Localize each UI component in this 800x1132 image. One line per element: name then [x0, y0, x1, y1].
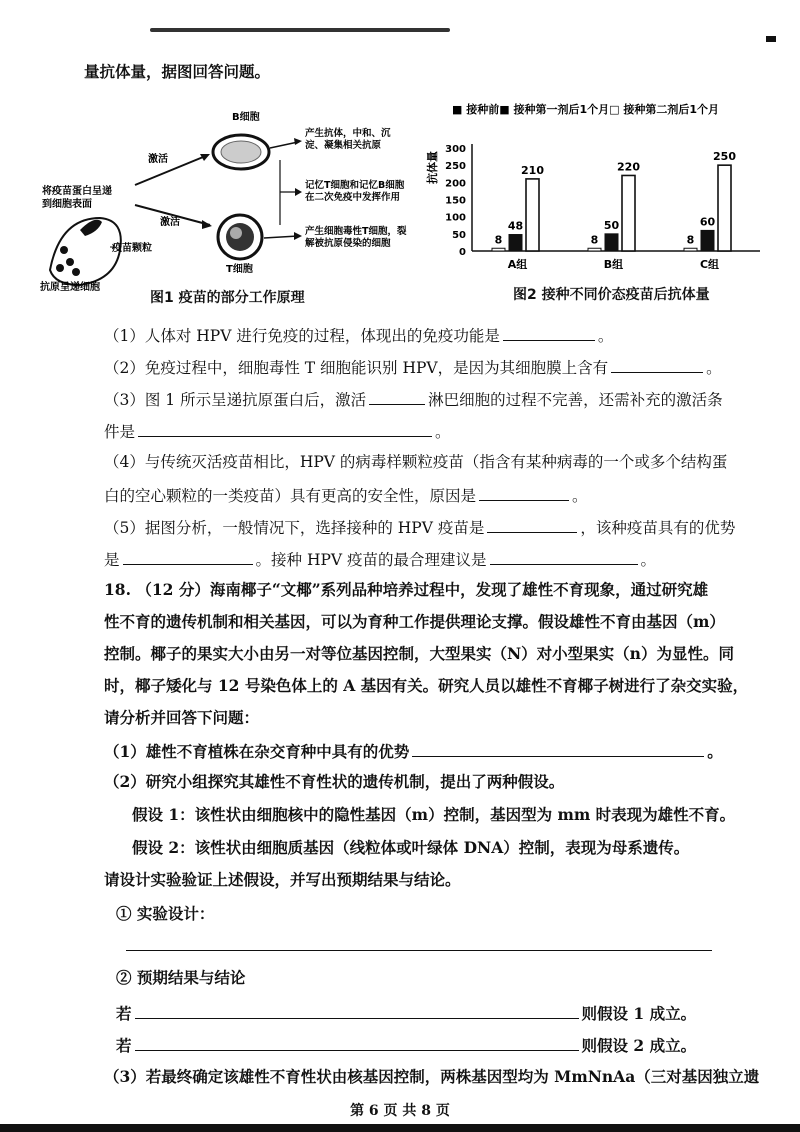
- bar-B组-接种第二剂后1个月: [622, 175, 635, 251]
- bar-B组-接种第一剂后1个月: [605, 234, 618, 251]
- bar-value-label: 50: [603, 218, 620, 232]
- q2-answer-blank[interactable]: [611, 356, 703, 373]
- apc-text-2: 到细胞表面: [42, 199, 92, 210]
- figure-2-caption: 图2 接种不同价态疫苗后抗体量: [513, 287, 710, 303]
- b-output-2: 淀、凝集相关抗原: [305, 140, 382, 151]
- b-cell-nucleus: [221, 141, 261, 163]
- q5-line-2: 是 。接种 HPV 疫苗的最合理建议是 。: [104, 548, 656, 570]
- q4-line-2: 白的空心颗粒的一类疫苗）具有更高的安全性，原因是 。: [104, 484, 588, 506]
- intro-text: 量抗体量，据图回答问题。: [84, 62, 271, 81]
- scan-mark: [766, 36, 776, 42]
- arrow-to-b: [135, 155, 208, 185]
- bar-A组-接种前: [492, 248, 505, 251]
- design-label: ① 实验设计：: [116, 904, 215, 923]
- q1-answer-blank[interactable]: [503, 324, 595, 341]
- q4-text-b: 白的空心颗粒的一类疫苗）具有更高的安全性，原因是: [104, 487, 477, 505]
- y-tick-label: 150: [445, 195, 466, 207]
- t-cell-label: T细胞: [226, 264, 253, 275]
- b-cell-label: B细胞: [232, 112, 260, 123]
- q3-blank-2[interactable]: [138, 420, 432, 437]
- activate-label-2: 激活: [160, 217, 180, 228]
- y-tick-label: 250: [445, 161, 466, 173]
- bar-value-label: 8: [494, 233, 503, 247]
- q1-line: （1）人体对 HPV 进行免疫的过程，体现出的免疫功能是 。: [104, 324, 613, 346]
- if1-line: 若 则假设 1 成立。: [116, 1004, 697, 1023]
- expect-label: ② 预期结果与结论: [116, 968, 246, 987]
- q4-answer-blank[interactable]: [479, 484, 569, 501]
- bar-value-label: 60: [699, 215, 716, 229]
- if1-answer-blank[interactable]: [135, 1002, 579, 1019]
- chart-legend: ■ 接种前■ 接种第一剂后1个月□ 接种第二剂后1个月: [452, 103, 719, 116]
- q3-text-c: 件是: [104, 423, 136, 441]
- figure-1-caption: 图1 疫苗的部分工作原理: [150, 290, 305, 306]
- bar-value-label: 8: [590, 233, 599, 247]
- x-category-label: C组: [699, 258, 720, 271]
- y-tick-label: 200: [445, 178, 466, 190]
- s2-line: （2）研究小组探究其雄性不育性状的遗传机制，提出了两种假设。: [104, 772, 565, 791]
- memory-label-2: 在二次免疫中发挥作用: [305, 192, 401, 203]
- t-output-2: 解被抗原侵染的细胞: [305, 238, 391, 249]
- bar-value-label: 210: [521, 163, 544, 177]
- hypothesis-1: 假设 1：该性状由细胞核中的隐性基因（m）控制，基因型为 mm 时表现为雄性不育。: [132, 805, 736, 824]
- vaccine-particle-label: 疫苗颗粒: [112, 243, 152, 254]
- page-footer: 第 6 页 共 8 页: [350, 1103, 450, 1119]
- q3-text-b: 淋巴细胞的过程不完善，还需补充的激活条: [428, 391, 723, 409]
- s1-line: （1）雄性不育植株在杂交育种中具有的优势 。: [104, 742, 723, 761]
- q5-blank-3[interactable]: [490, 548, 638, 565]
- bar-value-label: 250: [713, 150, 736, 164]
- bar-value-label: 8: [686, 233, 695, 247]
- bar-C组-接种第二剂后1个月: [718, 165, 731, 251]
- q5-blank-2[interactable]: [123, 548, 253, 565]
- design-answer-line[interactable]: [126, 950, 712, 951]
- q5-text-a: （5）据图分析，一般情况下，选择接种的 HPV 疫苗是: [104, 519, 485, 537]
- q3-text-a: （3）图 1 所示呈递抗原蛋白后，激活: [104, 391, 367, 409]
- hypothesis-2: 假设 2：该性状由细胞质基因（线粒体或叶绿体 DNA）控制，表现为母系遗传。: [132, 838, 690, 857]
- s1-text: （1）雄性不育植株在杂交育种中具有的优势: [104, 742, 410, 761]
- bar-B组-接种前: [588, 248, 601, 251]
- q3-blank-1[interactable]: [369, 388, 425, 405]
- t-cell-highlight: [230, 227, 242, 239]
- s3-line: （3）若最终确定该雄性不育性状由核基因控制，两株基因型均为 MmNnAa（三对基因独立遗: [104, 1067, 760, 1086]
- y-tick-label: 300: [445, 144, 466, 155]
- figure-1-diagram: [40, 100, 440, 305]
- q5-blank-1[interactable]: [487, 516, 577, 533]
- q2-line: （2）免疫过程中，细胞毒性 T 细胞能识别 HPV，是因为其细胞膜上含有 。: [104, 356, 722, 378]
- scan-shadow-top: [150, 28, 450, 32]
- if2-tail: 则假设 2 成立。: [581, 1036, 697, 1055]
- x-category-label: A组: [507, 258, 528, 271]
- q5-text-b: ，该种疫苗具有的优势: [580, 519, 736, 537]
- scan-shadow-bottom: [0, 1124, 800, 1132]
- bar-value-label: 220: [617, 160, 640, 174]
- figure-2-chart: [426, 100, 770, 305]
- apc-text-1: 将疫苗蛋白呈递: [42, 186, 112, 197]
- bar-A组-接种第一剂后1个月: [509, 235, 522, 251]
- if2-answer-blank[interactable]: [135, 1034, 579, 1051]
- q18-line-4: 时，椰子矮化与 12 号染色体上的 A 基因有关。研究人员以雄性不育椰子树进行了杂交实验，: [104, 676, 749, 695]
- q3-line-1: [104, 388, 723, 410]
- q3-line-2: 件是 。: [104, 420, 451, 442]
- q18-line-3: 控制。椰子的果实大小由另一对等位基因控制，大型果实（N）对小型果实（n）为显性。同: [104, 644, 734, 663]
- bar-value-label: 48: [507, 219, 524, 233]
- s1-answer-blank[interactable]: [412, 740, 704, 757]
- q18-line-2: 性不育的遗传机制和相关基因，可以为育种工作提供理论支撑。假设雄性不育由基因（m）: [104, 612, 725, 631]
- bar-A组-接种第二剂后1个月: [526, 179, 539, 251]
- activate-label-1: 激活: [148, 154, 168, 165]
- q2-text: （2）免疫过程中，细胞毒性 T 细胞能识别 HPV，是因为其细胞膜上含有: [104, 359, 609, 377]
- design-intro: 请设计实验验证上述假设，并写出预期结果与结论。: [104, 870, 461, 889]
- t-output-1: 产生细胞毒性T细胞，裂: [305, 226, 407, 237]
- q1-text: （1）人体对 HPV 进行免疫的过程，体现出的免疫功能是: [104, 327, 500, 345]
- if2-line: 若 则假设 2 成立。: [116, 1036, 697, 1055]
- q5-text-d: 。接种 HPV 疫苗的最合理建议是: [255, 551, 487, 569]
- if1-tail: 则假设 1 成立。: [581, 1004, 697, 1023]
- apc-label: 抗原呈递细胞: [40, 282, 100, 293]
- y-tick-label: 100: [445, 212, 466, 224]
- q18-line-1: 18. （12 分）海南椰子“文椰”系列品种培养过程中，发现了雄性不育现象，通过研究雄: [104, 580, 709, 599]
- q18-line-5: 请分析并回答下问题：: [104, 708, 260, 727]
- memory-label-1: 记忆T细胞和记忆B细胞: [305, 180, 405, 191]
- q5-text-c: 是: [104, 551, 120, 569]
- b-output-1: 产生抗体，中和、沉: [305, 128, 391, 139]
- x-category-label: B组: [603, 258, 624, 271]
- bar-C组-接种第一剂后1个月: [701, 230, 714, 251]
- q5-line-1: [104, 516, 735, 538]
- y-tick-label: 50: [452, 229, 466, 241]
- bar-C组-接种前: [684, 248, 697, 251]
- y-tick-label: 0: [459, 247, 466, 258]
- q4-line-1: （4）与传统灭活疫苗相比，HPV 的病毒样颗粒疫苗（指含有某种病毒的一个或多个结构蛋: [104, 453, 728, 471]
- chart-ylabel: 抗体量: [426, 151, 439, 184]
